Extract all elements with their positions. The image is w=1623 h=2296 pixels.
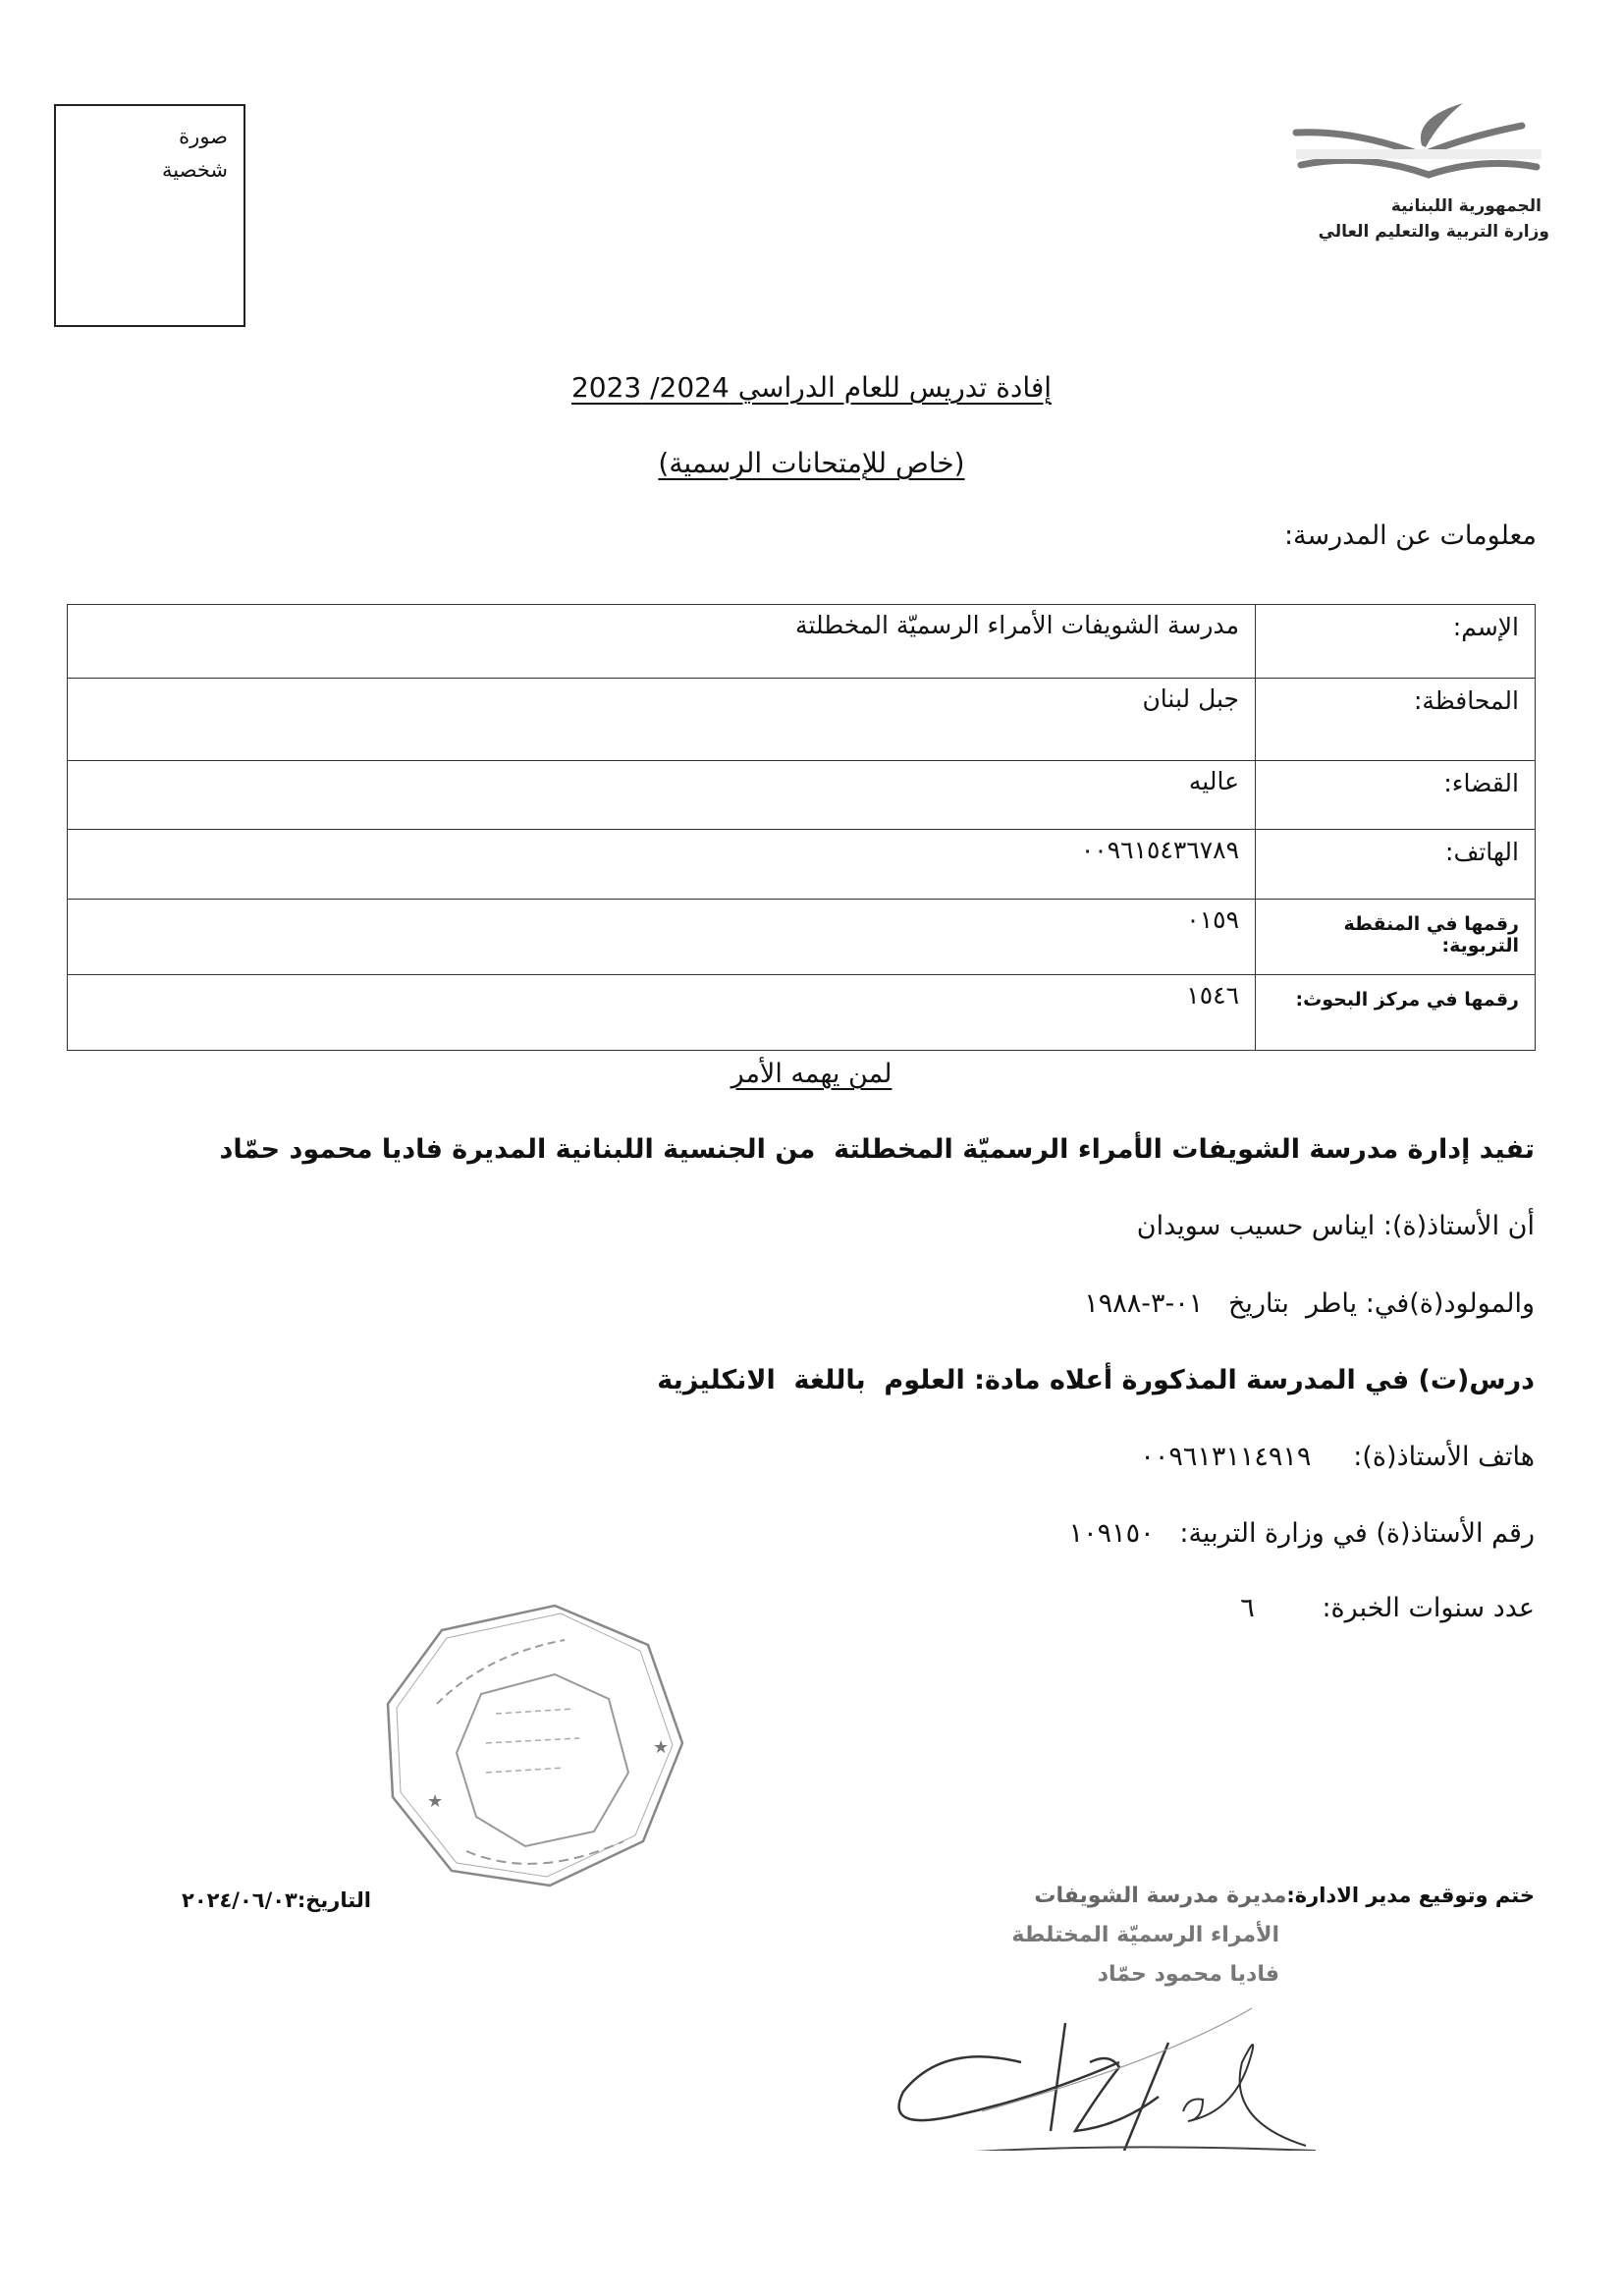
photo-label-line2: شخصية: [162, 158, 228, 182]
ministry-logo: [1267, 98, 1561, 255]
photo-label-line1: صورة: [179, 125, 228, 148]
row-value: ٠٠٩٦١٥٤٣٦٧٨٩: [68, 830, 1256, 900]
administration-statement: تفيد إدارة مدرسة الشويفات الأمراء الرسميّة المخطلتة من الجنسية اللبنانية المديرة فاديا محمود حمّاد: [219, 1134, 1535, 1165]
row-label: رقمها في المنقطة التربوية:: [1256, 900, 1536, 975]
logo-republic-text: الجمهورية اللبنانية: [1390, 196, 1542, 216]
teacher-name-line: أن الأستاذ(ة): ايناس حسيب سويدان: [1136, 1211, 1535, 1241]
subject-line: درس(ت) في المدرسة المذكورة أعلاه مادة: العلوم باللغة الانكليزية: [657, 1365, 1535, 1395]
teacher-ministry-number-line: رقم الأستاذ(ة) في وزارة التربية: ١٠٩١٥٠: [1068, 1518, 1535, 1549]
personal-photo-box: [54, 104, 245, 327]
school-info-heading: معلومات عن المدرسة:: [1283, 520, 1537, 551]
signature-label: ختم وتوقيع مدير الادارة:مديرة مدرسة الشويفات: [1034, 1884, 1535, 1908]
stamp-star-icon: ★: [427, 1791, 444, 1812]
document-subtitle: (خاص للإمتحانات الرسمية): [658, 447, 965, 479]
table-row: [68, 900, 1536, 975]
school-info-table: [67, 604, 1536, 1051]
row-label: الإسم:: [1256, 605, 1536, 679]
row-value: عاليه: [68, 761, 1256, 830]
logo-ministry-text: وزارة التربية والتعليم العالي: [1318, 222, 1549, 242]
stamp-star-icon: ★: [653, 1737, 670, 1758]
teacher-phone-line: هاتف الأستاذ(ة): ٠٠٩٦١٣١١٤٩١٩: [1140, 1442, 1535, 1472]
row-label: القضاء:: [1256, 761, 1536, 830]
principal-stamp-text-2: الأمراء الرسميّة المختلطة: [1011, 1923, 1279, 1947]
table-row: [68, 605, 1536, 679]
handwritten-signature: [864, 2003, 1316, 2151]
row-label: رقمها في مركز البحوث:: [1256, 975, 1536, 1051]
row-value: ١٥٤٦: [68, 975, 1256, 1051]
row-value: مدرسة الشويفات الأمراء الرسميّة المخطلتة: [68, 605, 1256, 679]
principal-stamp-text-3: فاديا محمود حمّاد: [1097, 1962, 1279, 1987]
table-row: [68, 679, 1536, 761]
row-label: الهاتف:: [1256, 830, 1536, 900]
table-row: [68, 975, 1536, 1051]
document-title: إفادة تدريس للعام الدراسي 2024/ 2023: [570, 371, 1053, 404]
open-book-icon: [1267, 98, 1561, 196]
table-row: [68, 761, 1536, 830]
official-stamp: [368, 1586, 702, 1910]
experience-years-line: عدد سنوات الخبرة: ٦: [1240, 1593, 1535, 1623]
birth-info-line: والمولود(ة)في: ياطر بتاريخ ٠١-٣-١٩٨٨: [1084, 1288, 1535, 1319]
issue-date: التاريخ:٢٠٢٤/٠٦/٠٣: [182, 1888, 371, 1912]
row-value: ٠١٥٩: [68, 900, 1256, 975]
principal-stamp-text-1: مديرة مدرسة الشويفات: [1034, 1884, 1287, 1908]
row-label: المحافظة:: [1256, 679, 1536, 761]
to-whom-heading: لمن يهمه الأمر: [730, 1059, 893, 1089]
row-value: جبل لبنان: [68, 679, 1256, 761]
table-row: [68, 830, 1536, 900]
